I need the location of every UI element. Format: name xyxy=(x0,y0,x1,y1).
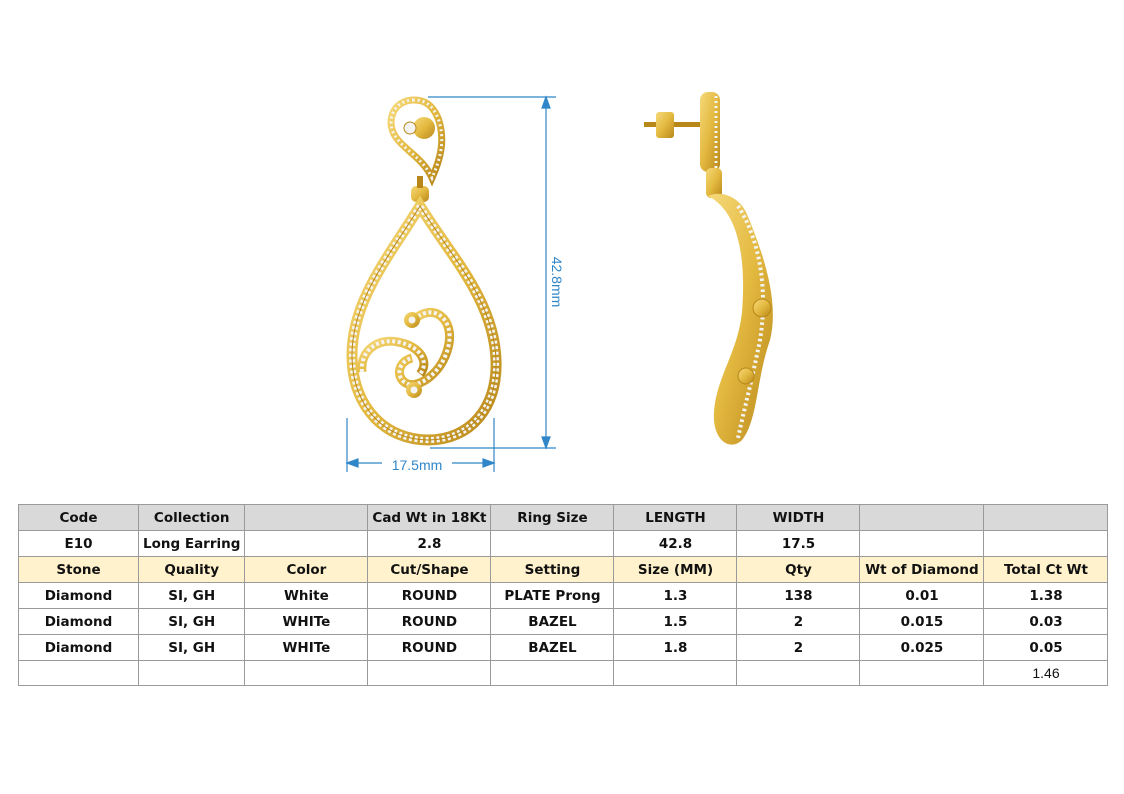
table-cell xyxy=(860,661,984,686)
table-cell: WHITe xyxy=(245,635,368,661)
table-cell: LENGTH xyxy=(614,505,737,531)
table-cell xyxy=(737,661,860,686)
info-header-row xyxy=(19,505,1108,531)
table-cell: 0.01 xyxy=(860,583,984,609)
table-cell: Total Ct Wt xyxy=(984,557,1108,583)
info-values-row xyxy=(19,531,1108,557)
table-cell: 2 xyxy=(737,635,860,661)
table-cell xyxy=(860,531,984,557)
table-cell: 1.8 xyxy=(614,635,737,661)
table-cell: Stone xyxy=(19,557,139,583)
table-cell: Diamond xyxy=(19,635,139,661)
table-cell xyxy=(984,505,1108,531)
table-cell xyxy=(491,531,614,557)
width-dimension-label: 17.5mm xyxy=(391,457,443,473)
table-cell: WHITe xyxy=(245,609,368,635)
table-cell xyxy=(614,661,737,686)
table-cell: Collection xyxy=(139,505,245,531)
table-cell: Size (MM) xyxy=(614,557,737,583)
table-cell: 2 xyxy=(737,609,860,635)
table-cell: E10 xyxy=(19,531,139,557)
table-cell: ROUND xyxy=(368,609,491,635)
table-cell xyxy=(139,661,245,686)
table-cell: Quality xyxy=(139,557,245,583)
stone-header-row xyxy=(19,557,1108,583)
table-row xyxy=(19,583,1108,609)
table-cell xyxy=(19,661,139,686)
specification-table xyxy=(18,504,1108,686)
table-cell: Code xyxy=(19,505,139,531)
table-cell: BAZEL xyxy=(491,635,614,661)
table-cell: 138 xyxy=(737,583,860,609)
table-cell: Color xyxy=(245,557,368,583)
table-cell xyxy=(245,505,368,531)
table-cell: 1.38 xyxy=(984,583,1108,609)
table-cell: Wt of Diamond xyxy=(860,557,984,583)
table-cell xyxy=(984,531,1108,557)
table-cell: WIDTH xyxy=(737,505,860,531)
earring-side-view xyxy=(644,92,773,445)
table-cell: SI, GH xyxy=(139,635,245,661)
table-cell: BAZEL xyxy=(491,609,614,635)
table-cell: 0.05 xyxy=(984,635,1108,661)
table-row xyxy=(19,609,1108,635)
table-cell: 0.03 xyxy=(984,609,1108,635)
table-cell: Long Earring xyxy=(139,531,245,557)
table-cell: White xyxy=(245,583,368,609)
table-cell: Setting xyxy=(491,557,614,583)
table-cell: ROUND xyxy=(368,635,491,661)
table-cell: PLATE Prong xyxy=(491,583,614,609)
table-cell xyxy=(368,661,491,686)
table-cell: SI, GH xyxy=(139,609,245,635)
table-cell xyxy=(860,505,984,531)
table-cell: 0.015 xyxy=(860,609,984,635)
table-cell: Cad Wt in 18Kt xyxy=(368,505,491,531)
earring-front-view xyxy=(352,100,496,440)
table-cell xyxy=(245,661,368,686)
table-cell: 0.025 xyxy=(860,635,984,661)
table-cell: 1.3 xyxy=(614,583,737,609)
table-cell: 1.5 xyxy=(614,609,737,635)
table-row xyxy=(19,635,1108,661)
table-cell: 2.8 xyxy=(368,531,491,557)
total-row xyxy=(19,661,1108,686)
total-ct-wt-value: 1.46 xyxy=(984,661,1108,686)
table-cell: ROUND xyxy=(368,583,491,609)
table-cell: Qty xyxy=(737,557,860,583)
table-cell: Cut/Shape xyxy=(368,557,491,583)
table-cell: 17.5 xyxy=(737,531,860,557)
table-cell: Diamond xyxy=(19,609,139,635)
table-cell: Diamond xyxy=(19,583,139,609)
table-cell: SI, GH xyxy=(139,583,245,609)
table-cell: Ring Size xyxy=(491,505,614,531)
table-cell xyxy=(491,661,614,686)
table-cell: 42.8 xyxy=(614,531,737,557)
height-dimension-label: 42.8mm xyxy=(549,256,565,308)
table-cell xyxy=(245,531,368,557)
